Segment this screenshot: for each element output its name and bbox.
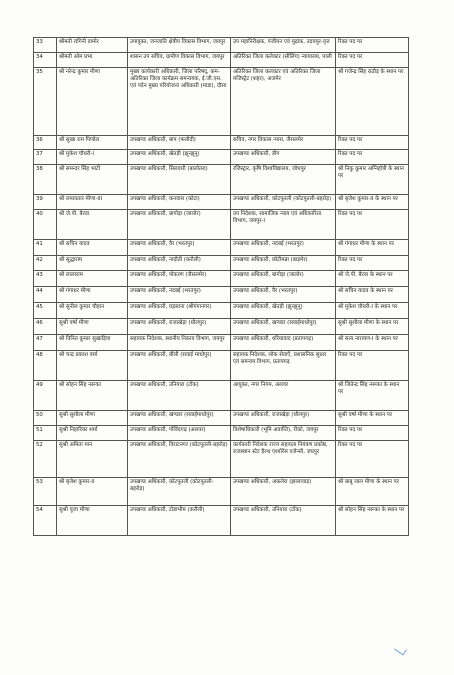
serial-number-cell: 52 bbox=[34, 441, 57, 478]
remark-cell: श्री जे.पी. बैरवा के स्थान पर bbox=[336, 271, 409, 287]
table-row bbox=[34, 506, 409, 536]
table-row bbox=[34, 319, 409, 335]
current-post-cell: उपखण्ड अधिकारी, पोकरण (जैसलमेर) bbox=[128, 271, 231, 287]
new-post-cell: सहायक निदेशक, लोक सेवाएँ, प्रशासनिक सुधार एवं समन्वय विभाग, प्रतापगढ़ bbox=[231, 351, 336, 381]
officer-name-cell: श्री सोहन सिंह नरूका bbox=[57, 381, 128, 411]
officer-name-cell: सुश्री सुशीला मीणा bbox=[57, 411, 128, 426]
remark-cell: श्री सत्य नारायण-I के स्थान पर bbox=[336, 335, 409, 351]
remark-cell: रिक्त पद पर bbox=[336, 426, 409, 441]
current-post-cell: सहायक निदेशक, स्थानीय निकाय विभाग, जयपुर bbox=[128, 335, 231, 351]
remark-cell: श्री सोहन सिंह नरूका के स्थान पर bbox=[336, 506, 409, 536]
new-post-cell: उपखण्ड अधिकारी, उनियारा (टोंक) bbox=[231, 506, 336, 536]
table-row bbox=[34, 136, 409, 150]
remark-cell: रिक्त पद पर bbox=[336, 53, 409, 68]
remark-cell: श्री बृजेश कुमार-II के स्थान पर bbox=[336, 195, 409, 210]
serial-number-cell: 44 bbox=[34, 287, 57, 303]
new-post-cell: उपखण्ड अधिकारी, अकलेरा (झालावाड़) bbox=[231, 478, 336, 506]
new-post-cell: उपखण्ड अधिकारी, डीग bbox=[231, 150, 336, 165]
new-post-cell: आयुक्त, नगर निगम, अलवर bbox=[231, 381, 336, 411]
officer-name-cell: श्री रामावतार मीणा-III bbox=[57, 195, 128, 210]
serial-number-cell: 45 bbox=[34, 303, 57, 319]
remark-cell: रिक्त पद पर bbox=[336, 150, 409, 165]
remark-cell: रिक्त पद पर bbox=[336, 256, 409, 271]
officer-name-cell: सुश्री निहारिका शर्मा bbox=[57, 426, 128, 441]
remark-cell: श्री मुकेश चौधरी-I के स्थान पर bbox=[336, 303, 409, 319]
new-post-cell: उपखण्ड अधिकारी, नदबई (भरतपुर) bbox=[231, 240, 336, 256]
current-post-cell: उपखण्ड अधिकारी, विराटनगर (कोटपूतली-बहरोड़) bbox=[128, 441, 231, 478]
serial-number-cell: 40 bbox=[34, 210, 57, 240]
current-post-cell: उपायुक्त, जनजाति क्षेत्रीय विकास विभाग, जयपुर bbox=[128, 38, 231, 53]
serial-number-cell: 41 bbox=[34, 240, 57, 256]
serial-number-cell: 35 bbox=[34, 68, 57, 136]
table-row bbox=[34, 478, 409, 506]
table-row bbox=[34, 287, 409, 303]
new-post-cell: अतिरिक्त जिला कलक्टर एवं अतिरिक्त जिला मजिस्ट्रेट (शहर), अजमेर bbox=[231, 68, 336, 136]
table-row bbox=[34, 411, 409, 426]
remark-cell: श्री गजेन्द्र सिंह राठौड़ के स्थान पर bbox=[336, 68, 409, 136]
officer-name-cell: श्री सुनील कुमार चौहान bbox=[57, 303, 128, 319]
table-row bbox=[34, 271, 409, 287]
remark-cell: श्री निकु कुमार अग्निहोत्री के स्थान पर bbox=[336, 165, 409, 195]
table-row bbox=[34, 210, 409, 240]
table-row bbox=[34, 150, 409, 165]
serial-number-cell: 49 bbox=[34, 381, 57, 411]
officer-name-cell: श्री समन्दर सिंह भाटी bbox=[57, 165, 128, 195]
serial-number-cell: 38 bbox=[34, 165, 57, 195]
remark-cell: श्री सचिन यादव के स्थान पर bbox=[336, 287, 409, 303]
table-row bbox=[34, 441, 409, 478]
officer-name-cell: श्री चन्द्र प्रकाश वर्मा bbox=[57, 351, 128, 381]
new-post-cell: कार्यकारी निदेशक राज्य सहायता नियंत्रण प्रकोष्ठ, राजस्थान स्टेट हैल्थ एश्योरेंस एजेन्सी, जयपुर bbox=[231, 441, 336, 478]
officer-name-cell: श्री लालाराम bbox=[57, 271, 128, 287]
remark-cell: श्री बाबू लाल मीणा के स्थान पर bbox=[336, 478, 409, 506]
new-post-cell: उपखण्ड अधिकारी, कोटपूतली (कोटपूतली-बहरोड़) bbox=[231, 195, 336, 210]
current-post-cell: उपखण्ड अधिकारी, उनियारा (टोंक) bbox=[128, 381, 231, 411]
current-post-cell: उपखण्ड अधिकारी, नदबई (भरतपुर) bbox=[128, 287, 231, 303]
table-row bbox=[34, 68, 409, 136]
remark-cell: श्री गंगाधर मीणा के स्थान पर bbox=[336, 240, 409, 256]
blue-tick-mark bbox=[394, 643, 407, 655]
new-post-cell: उपखण्ड अधिकारी, राजाखेड़ा (धौलपुर) bbox=[231, 411, 336, 426]
table-row bbox=[34, 426, 409, 441]
table-row bbox=[34, 53, 409, 68]
officer-name-cell: श्री सुखा राम पिण्डेल bbox=[57, 136, 128, 150]
remark-cell: रिक्त पद पर bbox=[336, 351, 409, 381]
serial-number-cell: 54 bbox=[34, 506, 57, 536]
serial-number-cell: 34 bbox=[34, 53, 57, 68]
current-post-cell: उपखण्ड अधिकारी, राजाखेड़ा (धौलपुर) bbox=[128, 319, 231, 335]
remark-cell: रिक्त पद पर bbox=[336, 210, 409, 240]
current-post-cell: उपखण्ड अधिकारी, घड़साना (श्रीगंगानगर) bbox=[128, 303, 231, 319]
new-post-cell: उपखण्ड अधिकारी, छोटीमन्ना (बाड़मेर) bbox=[231, 256, 336, 271]
officer-name-cell: श्री गंगाधर मीणा bbox=[57, 287, 128, 303]
current-post-cell: शासन उप सचिव, ग्रामीण विकास विभाग, जयपुर bbox=[128, 53, 231, 68]
officer-name-cell: श्री सुद्धाराम bbox=[57, 256, 128, 271]
new-post-cell: रजिस्ट्रार, कृषि विश्वविद्यालय, जोधपुर bbox=[231, 165, 336, 195]
new-post-cell: उप महानिरीक्षक, पंजीयन एवं मुद्रांक, उदयपुर-वृत्त bbox=[231, 38, 336, 53]
table-row bbox=[34, 256, 409, 271]
table-row bbox=[34, 240, 409, 256]
remark-cell: रिक्त पद पर bbox=[336, 38, 409, 53]
officer-name-cell: सुश्री पूजा मीणा bbox=[57, 506, 128, 536]
officer-name-cell: सुश्री वर्षा मीणा bbox=[57, 319, 128, 335]
current-post-cell: उपखण्ड अधिकारी, खेतड़ी (झुन्झुनू) bbox=[128, 150, 231, 165]
serial-number-cell: 36 bbox=[34, 136, 57, 150]
table-row bbox=[34, 351, 409, 381]
current-post-cell: उपखण्ड अधिकारी, टोडाभीम (करौली) bbox=[128, 506, 231, 536]
new-post-cell: उपखण्ड अधिकारी, खेतड़ी (झुन्झुनू) bbox=[231, 303, 336, 319]
remark-cell: श्री जितेन्द्र सिंह नरूका के स्थान पर bbox=[336, 381, 409, 411]
current-post-cell: उपखण्ड अधिकारी, नादौती (करौली) bbox=[128, 256, 231, 271]
serial-number-cell: 33 bbox=[34, 38, 57, 53]
table-row bbox=[34, 38, 409, 53]
officer-name-cell: श्री नरेन्द्र कुमार मीणा bbox=[57, 68, 128, 136]
officer-name-cell: श्री विनित कुमार सुखाड़िया bbox=[57, 335, 128, 351]
serial-number-cell: 50 bbox=[34, 411, 57, 426]
table-row bbox=[34, 195, 409, 210]
remark-cell: सुश्री सुशीला मीणा के स्थान पर bbox=[336, 319, 409, 335]
current-post-cell: उपखण्ड अधिकारी, कनवास (कोटा) bbox=[128, 195, 231, 210]
new-post-cell: उपखण्ड अधिकारी, धरियावाद (प्रतापगढ़) bbox=[231, 335, 336, 351]
serial-number-cell: 47 bbox=[34, 335, 57, 351]
new-post-cell: सचिव, नगर विकास न्यास, जैसलमेर bbox=[231, 136, 336, 150]
new-post-cell: उपखण्ड अधिकारी, खण्डार (सवाईमाधोपुर) bbox=[231, 319, 336, 335]
remark-cell: रिक्त पद पर bbox=[336, 441, 409, 478]
current-post-cell: उपखण्ड अधिकारी, सिलवारी (बालोतरा) bbox=[128, 165, 231, 195]
current-post-cell: मुख्य कार्यकारी अधिकारी, जिला परिषद्, कम- अतिरिक्त जिला कार्यक्रम समन्वयक, ई.जी.एस. एवं पदेन मुख्य परियोजना अधिकारी (माडा), दौसा bbox=[128, 68, 231, 136]
remark-cell: रिक्त पद पर bbox=[336, 136, 409, 150]
officer-name-cell: श्री मुकेश चौधरी-I bbox=[57, 150, 128, 165]
current-post-cell: उपखण्ड अधिकारी, बागोड़ा (जालोर) bbox=[128, 210, 231, 240]
serial-number-cell: 42 bbox=[34, 256, 57, 271]
current-post-cell: उपखण्ड अधिकारी, गोविंदगढ़ (अलवर) bbox=[128, 426, 231, 441]
officer-name-cell: श्रीमती रागिनी डामोर bbox=[57, 38, 128, 53]
table-row bbox=[34, 381, 409, 411]
serial-number-cell: 53 bbox=[34, 478, 57, 506]
current-post-cell: उपखण्ड अधिकारी, बौंली (सवाई माधोपुर) bbox=[128, 351, 231, 381]
transfer-table-body bbox=[34, 38, 409, 536]
serial-number-cell: 43 bbox=[34, 271, 57, 287]
officer-name-cell: श्रीमती ओम प्रभा bbox=[57, 53, 128, 68]
new-post-cell: उपखण्ड अधिकारी, बागोड़ा (जालोर) bbox=[231, 271, 336, 287]
officer-name-cell: सुश्री अमिता मान bbox=[57, 441, 128, 478]
table-row bbox=[34, 165, 409, 195]
table-row bbox=[34, 303, 409, 319]
officer-name-cell: श्री बृजेश कुमार-II bbox=[57, 478, 128, 506]
current-post-cell: उपखण्ड अधिकारी, बाप (फलौदी) bbox=[128, 136, 231, 150]
remark-cell: सुश्री वर्षा मीणा के स्थान पर bbox=[336, 411, 409, 426]
new-post-cell: अतिरिक्त जिला कलेक्टर (सीलिंग) न्यायालय, पाली bbox=[231, 53, 336, 68]
officer-name-cell: श्री जे.पी. बैरवा bbox=[57, 210, 128, 240]
new-post-cell: विशेषाधिकारी (भूमि अवाप्ति), रीको, जयपुर bbox=[231, 426, 336, 441]
serial-number-cell: 48 bbox=[34, 351, 57, 381]
table-row bbox=[34, 335, 409, 351]
serial-number-cell: 39 bbox=[34, 195, 57, 210]
serial-number-cell: 37 bbox=[34, 150, 57, 165]
current-post-cell: उपखण्ड अधिकारी, खण्डार (सवाईमाधोपुर) bbox=[128, 411, 231, 426]
serial-number-cell: 51 bbox=[34, 426, 57, 441]
current-post-cell: उपखण्ड अधिकारी, कोटपूतली (कोटपूतली-बहरोड़) bbox=[128, 478, 231, 506]
officer-name-cell: श्री सचिन यादव bbox=[57, 240, 128, 256]
transfer-table bbox=[33, 37, 409, 536]
current-post-cell: उपखण्ड अधिकारी, वैर (भरतपुर) bbox=[128, 240, 231, 256]
new-post-cell: उपखण्ड अधिकारी, वैर (भरतपुर) bbox=[231, 287, 336, 303]
new-post-cell: उप निदेशक, सामाजिक न्याय एवं अधिकारिता विभाग, जयपुर-I bbox=[231, 210, 336, 240]
serial-number-cell: 46 bbox=[34, 319, 57, 335]
